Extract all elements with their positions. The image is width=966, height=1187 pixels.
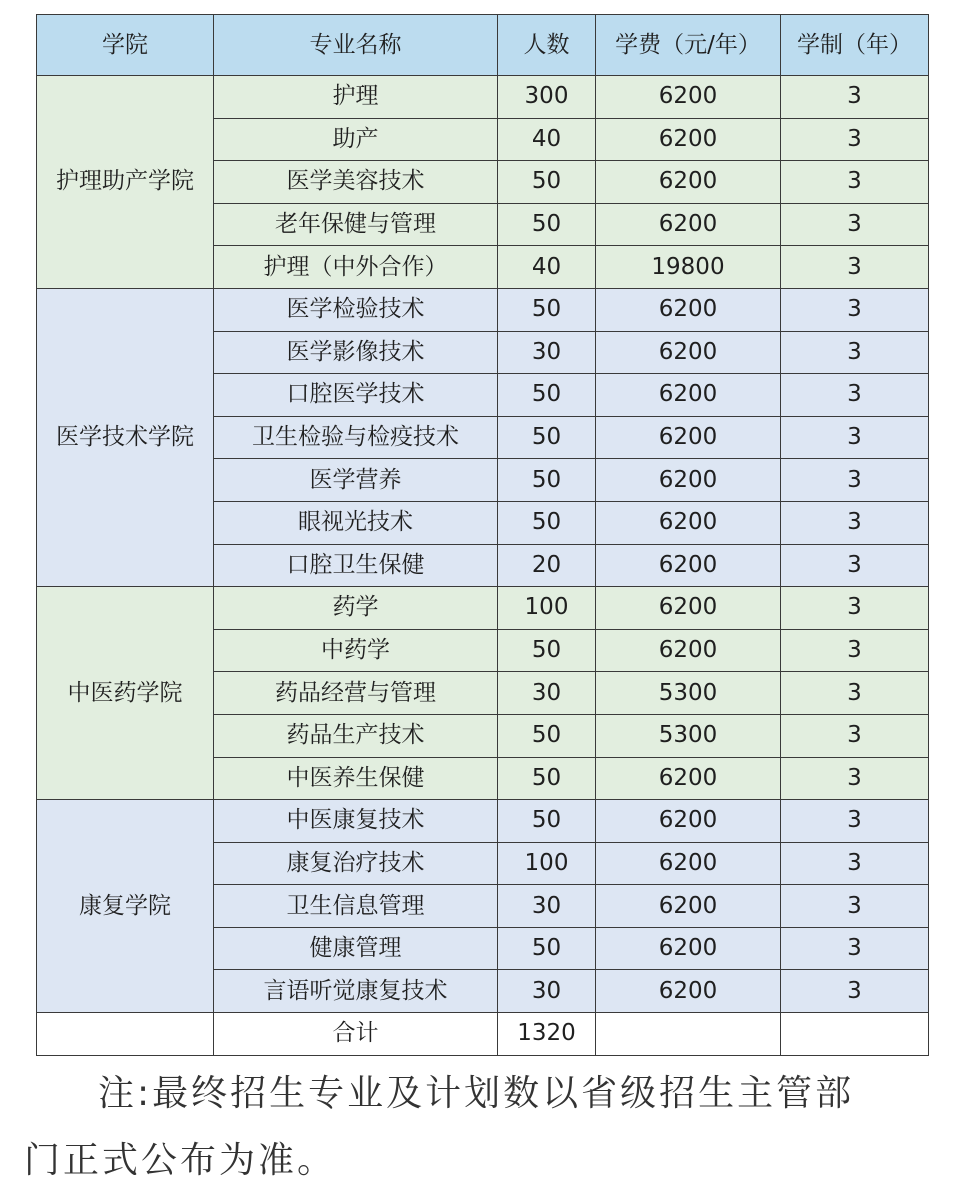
fee-cell: 6200 xyxy=(596,544,781,587)
duration-cell: 3 xyxy=(781,927,929,970)
major-cell: 卫生检验与检疫技术 xyxy=(214,416,498,459)
count-cell: 50 xyxy=(498,203,596,246)
college-cell: 中医药学院 xyxy=(37,587,214,800)
table-row xyxy=(37,587,929,630)
major-cell: 药品经营与管理 xyxy=(214,672,498,715)
fee-cell: 6200 xyxy=(596,757,781,800)
major-cell: 卫生信息管理 xyxy=(214,885,498,928)
count-cell: 100 xyxy=(498,587,596,630)
duration-cell: 3 xyxy=(781,459,929,502)
major-cell: 言语听觉康复技术 xyxy=(214,970,498,1013)
duration-cell: 3 xyxy=(781,331,929,374)
fee-cell: 6200 xyxy=(596,885,781,928)
fee-cell: 5300 xyxy=(596,672,781,715)
duration-cell: 3 xyxy=(781,203,929,246)
header-fee: 学费（元/年） xyxy=(596,15,781,76)
duration-cell: 3 xyxy=(781,416,929,459)
fee-cell: 6200 xyxy=(596,629,781,672)
total-row xyxy=(37,1013,929,1056)
major-cell: 医学影像技术 xyxy=(214,331,498,374)
major-cell: 中药学 xyxy=(214,629,498,672)
fee-cell: 6200 xyxy=(596,842,781,885)
major-cell: 中医康复技术 xyxy=(214,800,498,843)
count-cell: 50 xyxy=(498,757,596,800)
table-header-row xyxy=(37,15,929,76)
header-count: 人数 xyxy=(498,15,596,76)
fee-cell: 6200 xyxy=(596,374,781,417)
major-cell: 口腔医学技术 xyxy=(214,374,498,417)
count-cell: 50 xyxy=(498,501,596,544)
duration-cell: 3 xyxy=(781,757,929,800)
table-row xyxy=(37,76,929,119)
major-cell: 健康管理 xyxy=(214,927,498,970)
major-cell: 康复治疗技术 xyxy=(214,842,498,885)
fee-cell: 6200 xyxy=(596,288,781,331)
duration-cell: 3 xyxy=(781,374,929,417)
fee-cell: 6200 xyxy=(596,501,781,544)
fee-cell: 5300 xyxy=(596,714,781,757)
header-major: 专业名称 xyxy=(214,15,498,76)
duration-cell: 3 xyxy=(781,76,929,119)
count-cell: 30 xyxy=(498,885,596,928)
fee-cell: 6200 xyxy=(596,416,781,459)
footnote-line-2: 门正式公布为准。 xyxy=(24,1140,337,1181)
college-cell: 康复学院 xyxy=(37,800,214,1013)
total-fee-empty xyxy=(596,1013,781,1056)
enrollment-table xyxy=(36,14,929,1056)
count-cell: 50 xyxy=(498,416,596,459)
fee-cell: 6200 xyxy=(596,118,781,161)
count-cell: 50 xyxy=(498,800,596,843)
major-cell: 医学检验技术 xyxy=(214,288,498,331)
major-cell: 老年保健与管理 xyxy=(214,203,498,246)
fee-cell: 19800 xyxy=(596,246,781,289)
duration-cell: 3 xyxy=(781,672,929,715)
total-duration-empty xyxy=(781,1013,929,1056)
count-cell: 50 xyxy=(498,629,596,672)
fee-cell: 6200 xyxy=(596,161,781,204)
count-cell: 20 xyxy=(498,544,596,587)
major-cell: 医学美容技术 xyxy=(214,161,498,204)
fee-cell: 6200 xyxy=(596,927,781,970)
count-cell: 300 xyxy=(498,76,596,119)
fee-cell: 6200 xyxy=(596,203,781,246)
major-cell: 助产 xyxy=(214,118,498,161)
count-cell: 50 xyxy=(498,927,596,970)
fee-cell: 6200 xyxy=(596,800,781,843)
fee-cell: 6200 xyxy=(596,970,781,1013)
count-cell: 50 xyxy=(498,374,596,417)
table-row xyxy=(37,800,929,843)
major-cell: 护理（中外合作） xyxy=(214,246,498,289)
count-cell: 100 xyxy=(498,842,596,885)
duration-cell: 3 xyxy=(781,288,929,331)
duration-cell: 3 xyxy=(781,501,929,544)
college-cell: 医学技术学院 xyxy=(37,288,214,586)
duration-cell: 3 xyxy=(781,629,929,672)
count-cell: 40 xyxy=(498,118,596,161)
count-cell: 30 xyxy=(498,970,596,1013)
fee-cell: 6200 xyxy=(596,76,781,119)
college-cell: 护理助产学院 xyxy=(37,76,214,289)
major-cell: 口腔卫生保健 xyxy=(214,544,498,587)
duration-cell: 3 xyxy=(781,587,929,630)
count-cell: 50 xyxy=(498,288,596,331)
count-cell: 50 xyxy=(498,459,596,502)
major-cell: 眼视光技术 xyxy=(214,501,498,544)
fee-cell: 6200 xyxy=(596,331,781,374)
header-duration: 学制（年） xyxy=(781,15,929,76)
table-row xyxy=(37,288,929,331)
count-cell: 40 xyxy=(498,246,596,289)
total-count: 1320 xyxy=(498,1013,596,1056)
footnote-line-1: 注:最终招生专业及计划数以省级招生主管部 xyxy=(98,1073,855,1114)
duration-cell: 3 xyxy=(781,800,929,843)
duration-cell: 3 xyxy=(781,842,929,885)
count-cell: 30 xyxy=(498,331,596,374)
major-cell: 药品生产技术 xyxy=(214,714,498,757)
duration-cell: 3 xyxy=(781,161,929,204)
duration-cell: 3 xyxy=(781,118,929,161)
duration-cell: 3 xyxy=(781,544,929,587)
total-empty-cell xyxy=(37,1013,214,1056)
count-cell: 50 xyxy=(498,714,596,757)
major-cell: 医学营养 xyxy=(214,459,498,502)
count-cell: 50 xyxy=(498,161,596,204)
duration-cell: 3 xyxy=(781,970,929,1013)
count-cell: 30 xyxy=(498,672,596,715)
fee-cell: 6200 xyxy=(596,459,781,502)
duration-cell: 3 xyxy=(781,885,929,928)
table-body xyxy=(37,76,929,1056)
header-college: 学院 xyxy=(37,15,214,76)
major-cell: 中医养生保健 xyxy=(214,757,498,800)
fee-cell: 6200 xyxy=(596,587,781,630)
total-label: 合计 xyxy=(214,1013,498,1056)
major-cell: 药学 xyxy=(214,587,498,630)
duration-cell: 3 xyxy=(781,714,929,757)
major-cell: 护理 xyxy=(214,76,498,119)
duration-cell: 3 xyxy=(781,246,929,289)
